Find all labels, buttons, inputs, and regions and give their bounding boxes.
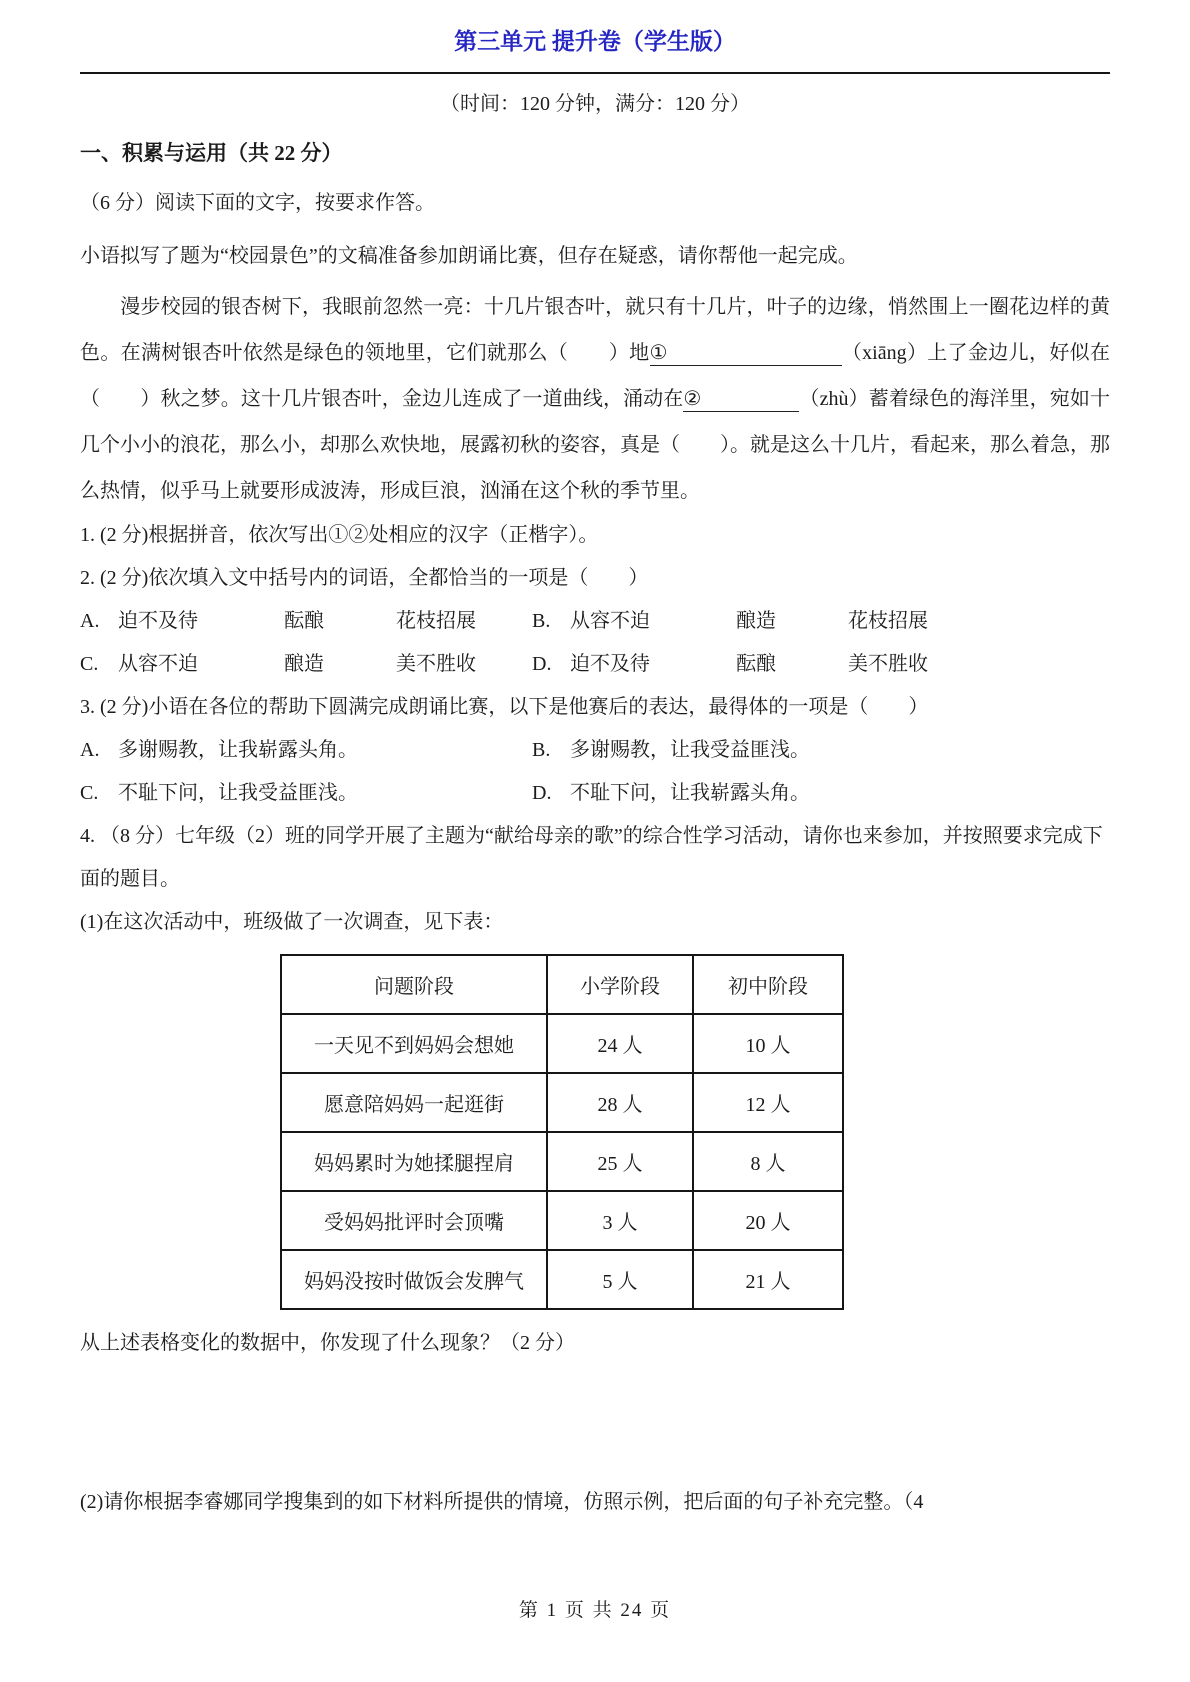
primary-count: 24 人	[547, 1014, 693, 1073]
passage-part2: （xiāng）上了金边儿，好似在（ ）秋之梦。这十几片银杏叶，金边儿连成了一道曲线，涌动在	[80, 342, 1111, 410]
option-label: D.	[532, 782, 552, 804]
table-row	[281, 1014, 843, 1073]
option-word: 美不胜收	[396, 653, 476, 675]
row-question: 受妈妈批评时会顶嘴	[281, 1191, 547, 1250]
option-word: 迫不及待	[570, 653, 650, 675]
table-row	[281, 1250, 843, 1309]
fill-blank-2	[683, 387, 799, 412]
option-label: B.	[532, 610, 551, 632]
survey-table	[280, 954, 844, 1310]
option-word: 酿造	[736, 610, 776, 632]
reading-passage	[80, 284, 1110, 514]
page-title: 第三单元 提升卷（学生版）	[454, 29, 736, 54]
junior-count: 12 人	[693, 1073, 843, 1132]
row-question: 妈妈没按时做饭会发脾气	[281, 1250, 547, 1309]
circled-number-2: ②	[683, 388, 702, 410]
section-intro: （6 分）阅读下面的文字，按要求作答。	[80, 192, 435, 214]
fill-blank-1	[650, 341, 842, 366]
option-label: A.	[80, 739, 100, 761]
primary-count: 5 人	[547, 1250, 693, 1309]
question-1-stem: 1. (2 分)根据拼音，依次写出①②处相应的汉字（正楷字）。	[80, 524, 599, 546]
table-row	[281, 1132, 843, 1191]
option-word: 酝酿	[736, 653, 776, 675]
junior-count: 20 人	[693, 1191, 843, 1250]
primary-count: 28 人	[547, 1073, 693, 1132]
q2-option-c	[80, 643, 532, 686]
column-header: 小学阶段	[547, 955, 693, 1014]
option-word: 酿造	[284, 653, 324, 675]
exam-time-score: （时间：120 分钟，满分：120 分）	[440, 93, 750, 115]
question-4-stem: 4. （8 分）七年级（2）班的同学开展了主题为“献给母亲的歌”的综合性学习活动，请你也来参加，并按照要求完成下面的题目。	[80, 825, 1103, 890]
question-3-stem: 3. (2 分)小语在各位的帮助下圆满完成朗诵比赛，以下是他赛后的表达，最得体的一项是（ ）	[80, 696, 929, 718]
answer-blank-space	[80, 1365, 1110, 1481]
option-word: 花枝招展	[848, 610, 928, 632]
q2-option-a	[80, 600, 532, 643]
row-question: 一天见不到妈妈会想她	[281, 1014, 547, 1073]
junior-count: 8 人	[693, 1132, 843, 1191]
q2-option-b	[532, 600, 1110, 643]
option-text: 多谢赐教，让我受益匪浅。	[570, 739, 810, 761]
question-2-stem: 2. (2 分)依次填入文中括号内的词语，全都恰当的一项是（ ）	[80, 567, 649, 589]
option-word: 花枝招展	[396, 610, 476, 632]
option-word: 从容不迫	[570, 610, 650, 632]
option-word: 酝酿	[284, 610, 324, 632]
question-4-sub1: (1)在这次活动中，班级做了一次调查，见下表：	[80, 911, 504, 933]
row-question: 妈妈累时为她揉腿捏肩	[281, 1132, 547, 1191]
q3-option-d	[532, 772, 1110, 815]
option-word: 迫不及待	[118, 610, 198, 632]
column-header: 初中阶段	[693, 955, 843, 1014]
lead-sentence: 小语拟写了题为“校园景色”的文稿准备参加朗诵比赛，但存在疑惑，请你帮他一起完成。	[80, 245, 858, 267]
q2-option-d	[532, 643, 1110, 686]
option-text: 不耻下问，让我崭露头角。	[570, 782, 810, 804]
primary-count: 25 人	[547, 1132, 693, 1191]
option-word: 从容不迫	[118, 653, 198, 675]
passage-part3: （zhù）蓄着绿色的海洋里，宛如十几个小小的浪花，那么小，却那么欢快地，展露初秋的姿容，真是（ ）。就是这么十几片，看起来，那么着急，那么热情，似乎马上就要形成波涛，形成巨浪，汹涌在这个秋的季节里。	[80, 388, 1110, 502]
passage-part1: 漫步校园的银杏树下，我眼前忽然一亮：十几片银杏叶，就只有十几片，叶子的边缘，悄然围上一圈花边样的黄色。在满树银杏叶依然是绿色的领地里，它们就那么（ ）地	[80, 296, 1110, 364]
question-4-sub2: (2)请你根据李睿娜同学搜集到的如下材料所提供的情境，仿照示例，把后面的句子补充完整。（4	[80, 1491, 924, 1513]
option-text: 多谢赐教，让我崭露头角。	[118, 739, 358, 761]
title-divider	[80, 72, 1110, 74]
option-label: C.	[80, 653, 99, 675]
option-label: A.	[80, 610, 100, 632]
table-row	[281, 1073, 843, 1132]
junior-count: 10 人	[693, 1014, 843, 1073]
option-label: C.	[80, 782, 99, 804]
q3-option-c	[80, 772, 532, 815]
row-question: 愿意陪妈妈一起逛街	[281, 1073, 547, 1132]
primary-count: 3 人	[547, 1191, 693, 1250]
option-label: D.	[532, 653, 552, 675]
question-2-options	[80, 600, 1110, 686]
q3-option-a	[80, 729, 532, 772]
junior-count: 21 人	[693, 1250, 843, 1309]
table-row	[281, 1191, 843, 1250]
question-after-table: 从上述表格变化的数据中，你发现了什么现象？（2 分）	[80, 1332, 575, 1354]
option-word: 美不胜收	[848, 653, 928, 675]
table-header-row	[281, 955, 843, 1014]
column-header: 问题阶段	[281, 955, 547, 1014]
question-3-options	[80, 729, 1110, 815]
page-number: 第 1 页 共 24 页	[518, 1600, 672, 1621]
section-heading: 一、积累与运用（共 22 分）	[80, 141, 343, 165]
option-label: B.	[532, 739, 551, 761]
q3-option-b	[532, 729, 1110, 772]
circled-number-1: ①	[649, 342, 668, 364]
option-text: 不耻下问，让我受益匪浅。	[118, 782, 358, 804]
